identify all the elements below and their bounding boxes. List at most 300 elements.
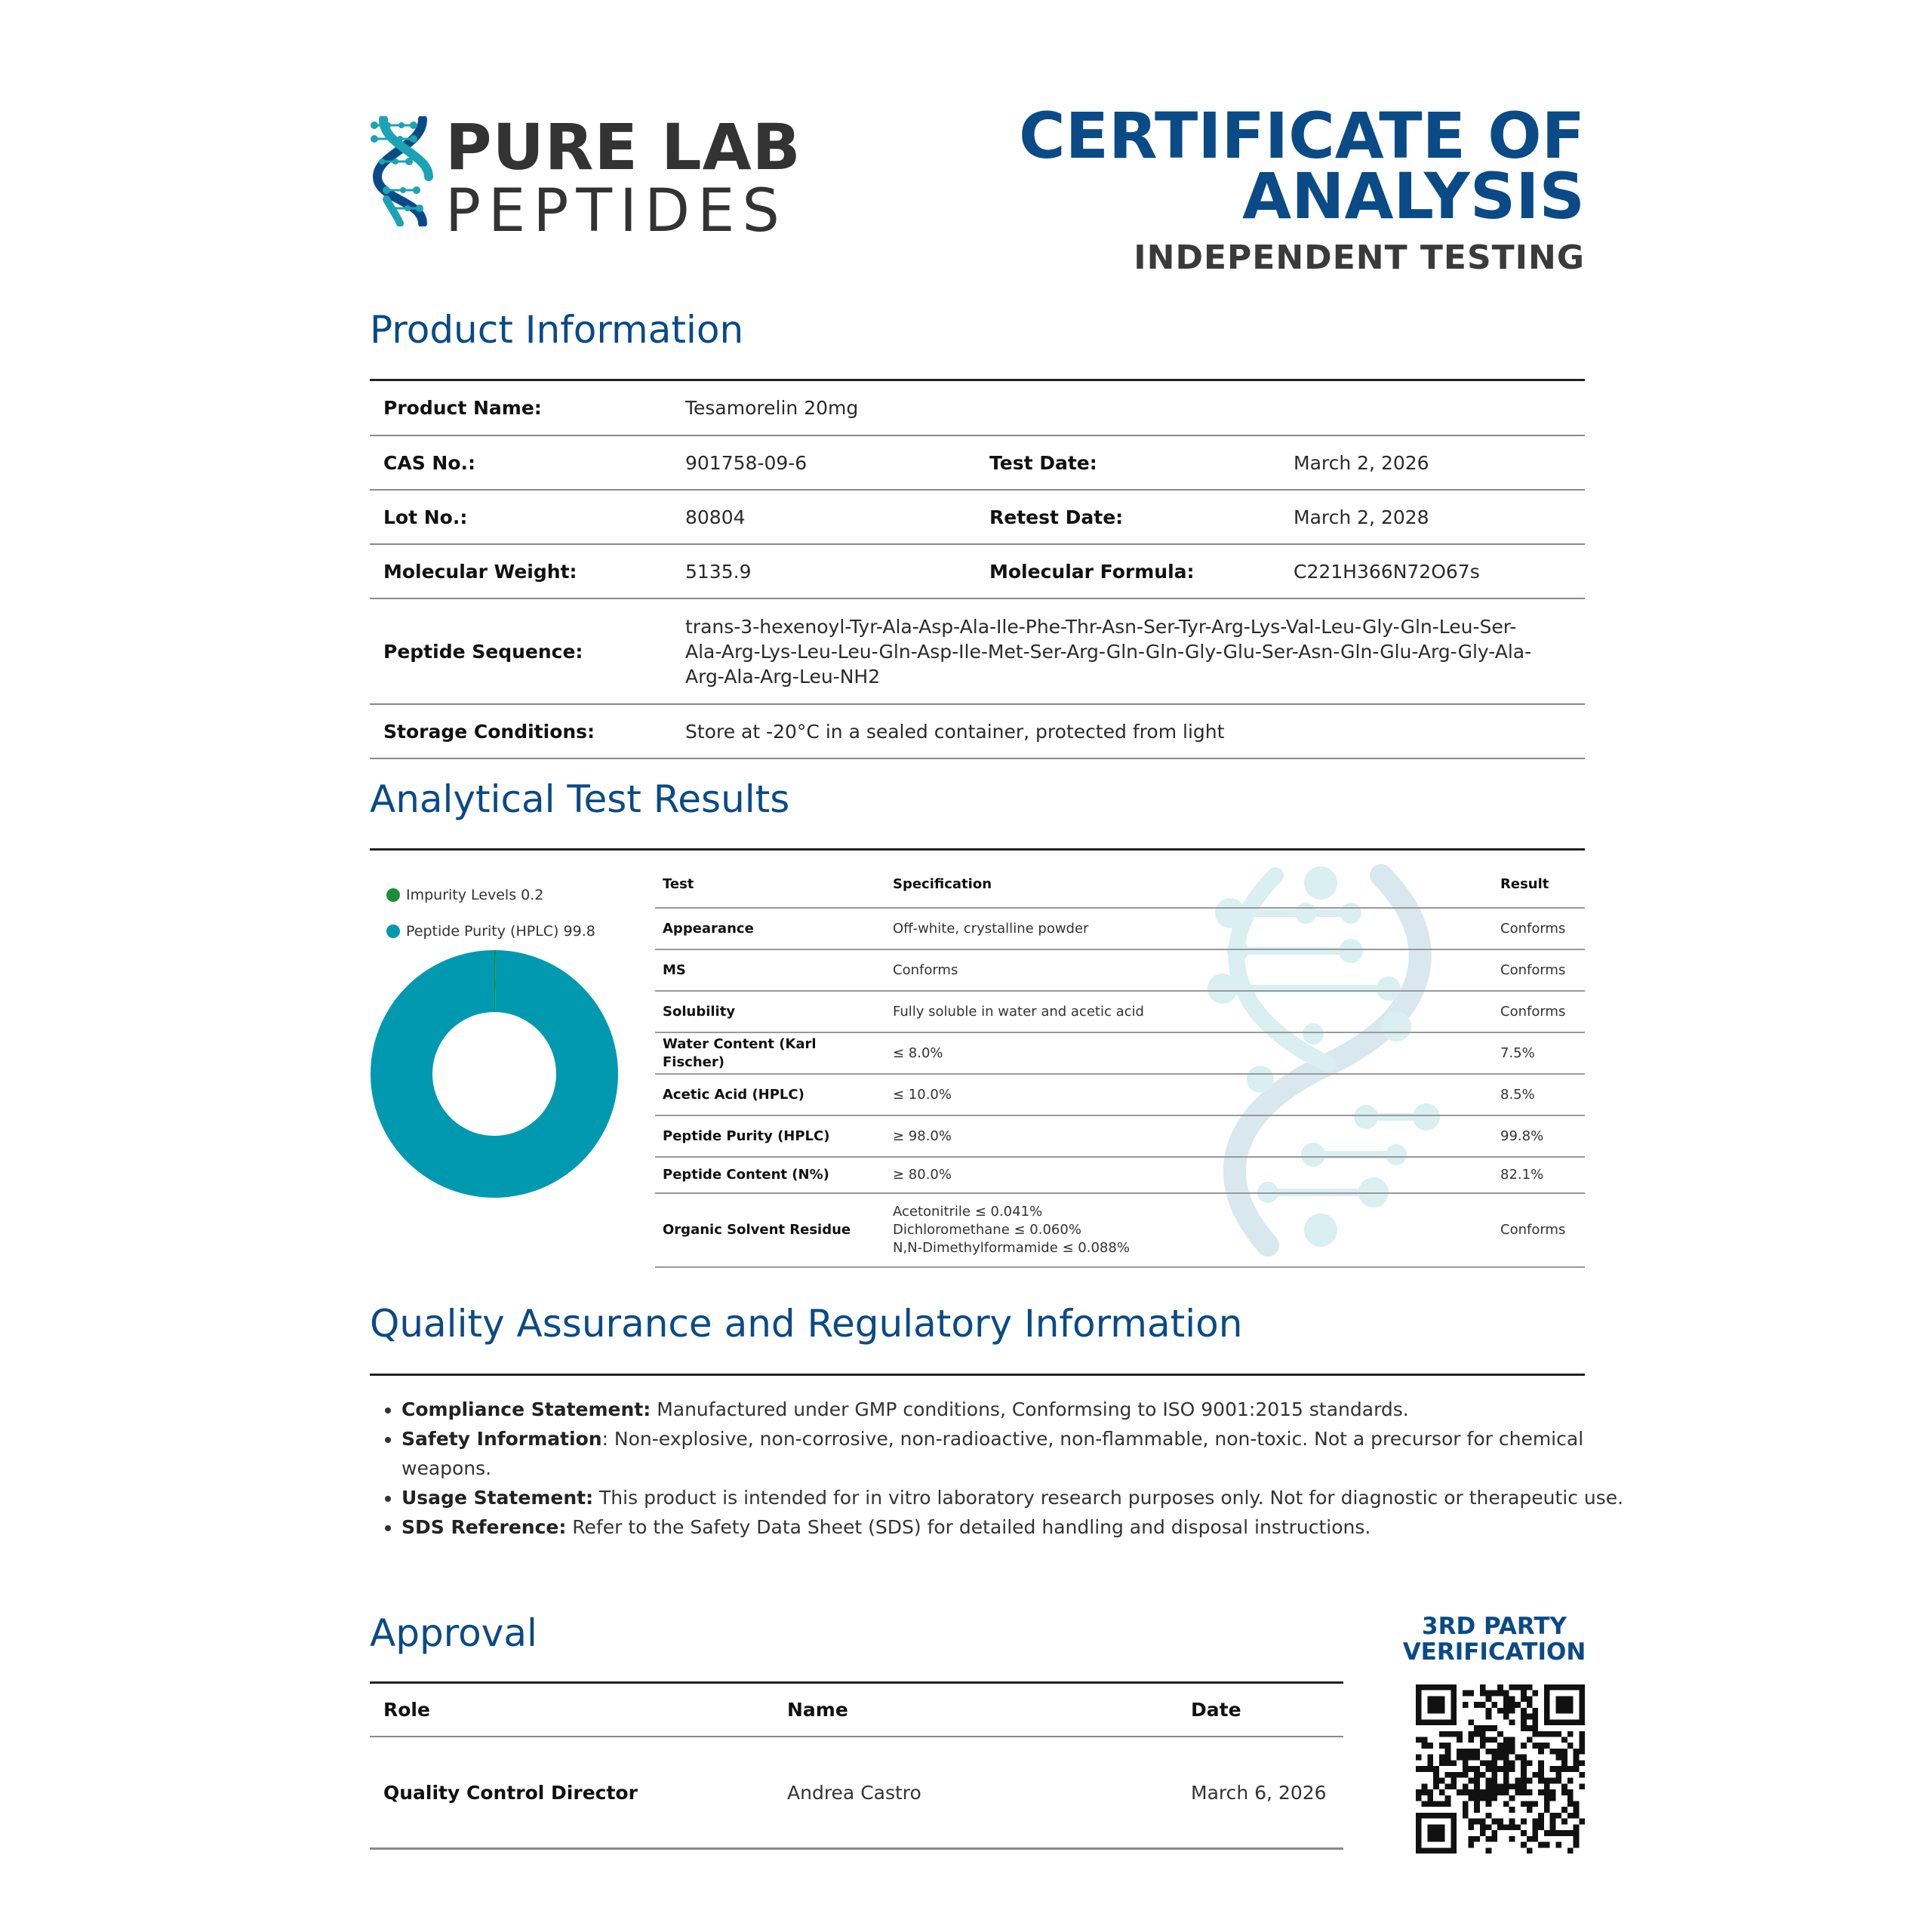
qr-module xyxy=(1480,1824,1486,1830)
qr-module xyxy=(1497,1819,1503,1825)
qr-module xyxy=(1427,1801,1433,1807)
molecular-weight-value: 5135.9 xyxy=(672,544,976,598)
qr-module xyxy=(1567,1766,1574,1772)
qr-module xyxy=(1497,1684,1503,1690)
qr-module xyxy=(1521,1755,1527,1761)
qr-module xyxy=(1474,1801,1480,1807)
qr-module xyxy=(1521,1719,1527,1725)
qr-module xyxy=(1439,1755,1445,1761)
table-header-row xyxy=(370,1683,1343,1737)
product-info-table xyxy=(370,381,1585,759)
specification-line: Conforms xyxy=(893,961,958,978)
qr-module xyxy=(1469,1719,1475,1725)
qr-module xyxy=(1491,1749,1497,1755)
qr-module xyxy=(1567,1795,1574,1801)
qr-module xyxy=(1521,1778,1527,1784)
qr-module xyxy=(1503,1708,1509,1714)
qr-module xyxy=(1416,1795,1422,1801)
qr-module xyxy=(1486,1847,1492,1854)
qr-module xyxy=(1509,1819,1515,1825)
test-date-value: March 2, 2026 xyxy=(1280,435,1585,490)
test-name: MS xyxy=(655,949,885,991)
qr-module xyxy=(1550,1824,1556,1830)
qr-module xyxy=(1469,1731,1475,1737)
qr-module xyxy=(1463,1690,1469,1697)
qr-module xyxy=(1538,1743,1544,1749)
list-item xyxy=(401,1512,1624,1542)
qr-module xyxy=(1439,1731,1445,1737)
qr-module xyxy=(1503,1755,1509,1761)
qr-module xyxy=(1555,1778,1561,1784)
specification-line: Fully soluble in water and acetic acid xyxy=(893,1003,1144,1020)
qr-module xyxy=(1538,1760,1544,1766)
qr-module xyxy=(1480,1743,1486,1749)
qr-module xyxy=(1509,1696,1515,1702)
qr-module xyxy=(1527,1737,1533,1743)
qr-module xyxy=(1550,1778,1556,1784)
specification-line: ≤ 8.0% xyxy=(893,1044,943,1061)
qr-module xyxy=(1503,1760,1509,1766)
qr-module xyxy=(1480,1690,1486,1697)
qr-module xyxy=(1527,1760,1533,1766)
qr-module xyxy=(1574,1824,1580,1830)
qr-module xyxy=(1474,1766,1480,1772)
qr-module xyxy=(1491,1789,1497,1795)
test-name: Acetic Acid (HPLC) xyxy=(655,1074,885,1115)
qr-module xyxy=(1480,1795,1486,1801)
test-name: Appearance xyxy=(655,908,885,949)
qr-module xyxy=(1463,1789,1469,1795)
table-row xyxy=(655,1032,1585,1074)
qr-module xyxy=(1579,1737,1585,1743)
qr-module xyxy=(1457,1772,1463,1778)
qr-module xyxy=(1445,1755,1451,1761)
qr-module xyxy=(1550,1830,1556,1836)
qr-module xyxy=(1445,1760,1451,1766)
specification-line: Dichloromethane ≤ 0.060% xyxy=(893,1222,1081,1238)
qr-module xyxy=(1474,1772,1480,1778)
qr-module xyxy=(1532,1719,1538,1725)
qr-module xyxy=(1574,1813,1580,1819)
table-row xyxy=(370,1737,1343,1849)
qr-module xyxy=(1480,1830,1486,1836)
test-specification xyxy=(885,1193,1493,1267)
qr-module xyxy=(1574,1807,1580,1813)
test-name: Peptide Purity (HPLC) xyxy=(655,1115,885,1157)
legend-label: Impurity Levels xyxy=(406,887,517,903)
qr-module xyxy=(1427,1755,1433,1761)
qa-title: Quality Assurance and Regulatory Information xyxy=(370,1302,1243,1346)
qr-module xyxy=(1474,1795,1480,1801)
qr-module xyxy=(1422,1789,1428,1795)
qr-module xyxy=(1579,1783,1585,1789)
brand-logo xyxy=(370,110,801,245)
qr-module xyxy=(1550,1795,1556,1801)
qr-module xyxy=(1491,1702,1497,1708)
qr-module xyxy=(1497,1789,1503,1795)
qr-module xyxy=(1561,1830,1567,1836)
qr-module xyxy=(1579,1772,1585,1778)
qr-module xyxy=(1532,1801,1538,1807)
qr-module xyxy=(1445,1783,1451,1789)
qr-module xyxy=(1451,1778,1457,1784)
qr-module xyxy=(1445,1731,1451,1737)
qr-module xyxy=(1486,1836,1492,1842)
qr-module xyxy=(1503,1783,1509,1789)
product-name-value: Tesamorelin 20mg xyxy=(672,381,1585,435)
qr-module xyxy=(1567,1743,1574,1749)
qr-module xyxy=(1527,1684,1533,1690)
legend-value: 99.8 xyxy=(563,923,595,940)
qr-module xyxy=(1567,1778,1574,1784)
qr-module xyxy=(1486,1749,1492,1755)
qr-module xyxy=(1532,1830,1538,1836)
qr-module xyxy=(1497,1755,1503,1761)
qr-module xyxy=(1527,1702,1533,1708)
legend-swatch xyxy=(386,924,400,938)
specification-line: ≤ 10.0% xyxy=(893,1086,952,1103)
test-result: Conforms xyxy=(1493,991,1585,1032)
qr-module xyxy=(1491,1766,1497,1772)
qr-module xyxy=(1503,1690,1509,1697)
brand-name-line2: PEPTIDES xyxy=(445,177,787,245)
qr-module xyxy=(1457,1731,1463,1737)
column-header-date: Date xyxy=(1177,1683,1343,1737)
qa-item-text: Refer to the Safety Data Sheet (SDS) for detailed handling and disposal instructions. xyxy=(566,1516,1371,1538)
test-specification xyxy=(885,1074,1493,1115)
qr-module xyxy=(1474,1836,1480,1842)
qr-module xyxy=(1503,1766,1509,1772)
qr-module xyxy=(1550,1749,1556,1755)
qr-module xyxy=(1509,1766,1515,1772)
qr-module xyxy=(1538,1778,1544,1784)
qr-module xyxy=(1515,1702,1521,1708)
qr-module xyxy=(1532,1690,1538,1697)
qr-module xyxy=(1521,1842,1527,1848)
qr-module xyxy=(1550,1766,1556,1772)
certificate-subtitle: INDEPENDENT TESTING xyxy=(1134,238,1585,277)
qr-module xyxy=(1527,1725,1533,1731)
qr-module xyxy=(1497,1783,1503,1789)
qr-module xyxy=(1544,1801,1550,1807)
qr-module xyxy=(1527,1714,1533,1720)
qa-item-text: : Non-explosive, non-corrosive, non-radioactive, non-flammable, non-toxic. Not a precursor for chemical weapons. xyxy=(401,1428,1584,1479)
legend-label: Peptide Purity (HPLC) xyxy=(406,923,559,940)
qr-module xyxy=(1486,1714,1492,1720)
qr-module xyxy=(1457,1749,1463,1755)
qr-module xyxy=(1509,1684,1515,1690)
qr-module xyxy=(1469,1819,1475,1825)
certificate-title-line2: ANALYSIS xyxy=(1242,159,1585,233)
qr-module xyxy=(1480,1789,1486,1795)
qr-module xyxy=(1474,1778,1480,1784)
qr-module xyxy=(1463,1702,1469,1708)
cas-value: 901758-09-6 xyxy=(672,435,976,490)
column-header-test: Test xyxy=(655,860,885,908)
qr-module xyxy=(1555,1772,1561,1778)
qr-module xyxy=(1521,1819,1527,1825)
qr-module xyxy=(1532,1819,1538,1825)
test-date-label: Test Date: xyxy=(976,435,1280,490)
qr-module xyxy=(1480,1684,1486,1690)
qr-module xyxy=(1503,1778,1509,1784)
qr-module xyxy=(1491,1778,1497,1784)
qr-module xyxy=(1527,1801,1533,1807)
qr-module xyxy=(1538,1731,1544,1737)
qr-module xyxy=(1561,1755,1567,1761)
qr-module xyxy=(1509,1743,1515,1749)
qa-item-label: Usage Statement: xyxy=(401,1487,594,1509)
qr-module xyxy=(1544,1807,1550,1813)
test-specification xyxy=(885,949,1493,991)
qr-module xyxy=(1521,1725,1527,1731)
qr-module xyxy=(1469,1824,1475,1830)
qr-module xyxy=(1538,1766,1544,1772)
qa-item-label: Compliance Statement: xyxy=(401,1398,651,1420)
qr-module xyxy=(1550,1731,1556,1737)
peptide-sequence-value xyxy=(672,598,1585,704)
qr-module xyxy=(1503,1789,1509,1795)
retest-date-value: March 2, 2028 xyxy=(1280,490,1585,544)
qa-rule xyxy=(370,1374,1585,1376)
product-info-title: Product Information xyxy=(370,308,744,352)
qr-module xyxy=(1544,1830,1550,1836)
qr-module xyxy=(1416,1755,1422,1761)
qr-module xyxy=(1509,1824,1515,1830)
test-result: 8.5% xyxy=(1493,1074,1585,1115)
qr-module xyxy=(1451,1731,1457,1737)
qr-module xyxy=(1567,1830,1574,1836)
qr-module xyxy=(1469,1842,1475,1848)
qr-module xyxy=(1509,1708,1515,1714)
qr-module xyxy=(1491,1819,1497,1825)
qr-module xyxy=(1515,1755,1521,1761)
qr-module xyxy=(1491,1830,1497,1836)
qr-module xyxy=(1532,1743,1538,1749)
qr-module xyxy=(1527,1836,1533,1842)
qr-module xyxy=(1497,1731,1503,1737)
qr-module xyxy=(1422,1737,1428,1743)
qr-module xyxy=(1491,1836,1497,1842)
specification-line: ≥ 80.0% xyxy=(893,1167,952,1183)
qr-module xyxy=(1486,1783,1492,1789)
purity-donut-chart xyxy=(370,949,619,1198)
qr-module xyxy=(1567,1731,1574,1737)
qr-module xyxy=(1480,1737,1486,1743)
column-header-name: Name xyxy=(774,1683,1177,1737)
table-row xyxy=(655,1115,1585,1157)
dna-logo-icon xyxy=(370,116,439,226)
qr-module xyxy=(1491,1755,1497,1761)
qr-module xyxy=(1457,1737,1463,1743)
qr-module xyxy=(1521,1690,1527,1697)
peptide-sequence-line: Ala-Arg-Lys-Leu-Leu-Gln-Asp-Ile-Met-Ser-Arg-Gln-Gln-Gly-Glu-Ser-Asn-Gln-Glu-Arg-Gly-Ala- xyxy=(685,640,1532,663)
qr-module xyxy=(1469,1690,1475,1697)
test-result: Conforms xyxy=(1493,1193,1585,1267)
qr-module xyxy=(1474,1731,1480,1737)
qr-module xyxy=(1445,1772,1451,1778)
qr-module xyxy=(1538,1772,1544,1778)
qr-module xyxy=(1538,1749,1544,1755)
qr-module xyxy=(1474,1725,1480,1731)
qr-module xyxy=(1503,1772,1509,1778)
qr-module xyxy=(1427,1789,1433,1795)
qr-module xyxy=(1491,1772,1497,1778)
qr-module xyxy=(1532,1772,1538,1778)
analytical-rule xyxy=(370,848,1585,851)
qr-module xyxy=(1561,1789,1567,1795)
column-header-role: Role xyxy=(370,1683,774,1737)
table-row xyxy=(370,435,1585,490)
lot-value: 80804 xyxy=(672,490,976,544)
qr-module xyxy=(1427,1743,1433,1749)
test-result: 7.5% xyxy=(1493,1032,1585,1074)
specification-line: Acetonitrile ≤ 0.041% xyxy=(893,1204,1043,1220)
legend-swatch xyxy=(386,888,400,902)
donut-slice-purity xyxy=(371,950,618,1198)
test-name: Water Content (Karl Fischer) xyxy=(655,1032,885,1074)
qr-module xyxy=(1486,1737,1492,1743)
qr-module xyxy=(1480,1772,1486,1778)
qr-module xyxy=(1574,1755,1580,1761)
molecular-formula-label: Molecular Formula: xyxy=(976,544,1280,598)
table-row xyxy=(370,598,1585,704)
qr-module xyxy=(1486,1696,1492,1702)
qr-module xyxy=(1503,1749,1509,1755)
approval-name: Andrea Castro xyxy=(774,1737,1177,1849)
legend-value: 0.2 xyxy=(521,887,544,903)
legend-item-purity xyxy=(386,913,595,949)
qr-module xyxy=(1491,1783,1497,1789)
qr-module xyxy=(1463,1755,1469,1761)
qr-module xyxy=(1497,1766,1503,1772)
qr-module xyxy=(1486,1760,1492,1766)
qr-module xyxy=(1491,1795,1497,1801)
qr-module xyxy=(1550,1813,1556,1819)
verification-line2: VERIFICATION xyxy=(1402,1638,1586,1666)
list-item xyxy=(401,1395,1624,1424)
qr-module xyxy=(1416,1766,1422,1772)
brand-name-line1: PURE LAB xyxy=(445,110,801,184)
table-row xyxy=(655,949,1585,991)
column-header-result: Result xyxy=(1493,860,1585,908)
qr-module xyxy=(1469,1755,1475,1761)
qr-module xyxy=(1445,1743,1451,1749)
cas-label: CAS No.: xyxy=(370,435,672,490)
qr-module xyxy=(1544,1778,1550,1784)
qr-module xyxy=(1486,1813,1492,1819)
table-header-row xyxy=(655,860,1585,908)
third-party-verification-label xyxy=(1392,1614,1596,1665)
qr-module xyxy=(1579,1743,1585,1749)
table-row xyxy=(370,381,1585,435)
qr-module xyxy=(1474,1755,1480,1761)
qr-module xyxy=(1463,1772,1469,1778)
qr-module xyxy=(1567,1813,1574,1819)
qr-module xyxy=(1486,1778,1492,1784)
qr-module xyxy=(1532,1836,1538,1842)
qr-module xyxy=(1422,1743,1428,1749)
test-specification xyxy=(885,908,1493,949)
qr-module xyxy=(1561,1819,1567,1825)
qr-module xyxy=(1532,1731,1538,1737)
qr-module xyxy=(1439,1801,1445,1807)
qr-module xyxy=(1550,1819,1556,1825)
qr-module xyxy=(1457,1755,1463,1761)
qr-module xyxy=(1469,1766,1475,1772)
qr-module xyxy=(1503,1702,1509,1708)
qr-module xyxy=(1538,1842,1544,1848)
qr-module xyxy=(1567,1801,1574,1807)
qr-module xyxy=(1555,1830,1561,1836)
qr-module xyxy=(1416,1737,1422,1743)
qr-module xyxy=(1491,1690,1497,1697)
qr-module xyxy=(1480,1702,1486,1708)
qr-module xyxy=(1480,1760,1486,1766)
qr-module xyxy=(1527,1696,1533,1702)
qr-module xyxy=(1427,1760,1433,1766)
qr-module xyxy=(1555,1755,1561,1761)
qr-module xyxy=(1486,1824,1492,1830)
list-item xyxy=(401,1424,1624,1483)
qr-module xyxy=(1521,1830,1527,1836)
approval-title: Approval xyxy=(370,1611,537,1655)
qr-module xyxy=(1486,1725,1492,1731)
peptide-sequence-line: Arg-Ala-Arg-Leu-NH2 xyxy=(685,665,881,688)
qr-module xyxy=(1433,1801,1439,1807)
qr-module xyxy=(1532,1725,1538,1731)
analytical-title: Analytical Test Results xyxy=(370,777,790,821)
qr-module xyxy=(1521,1743,1527,1749)
table-row xyxy=(655,1157,1585,1193)
verification-qr-code[interactable] xyxy=(1416,1684,1585,1854)
qr-module xyxy=(1486,1801,1492,1807)
qr-module xyxy=(1474,1789,1480,1795)
verification-line1: 3RD PARTY xyxy=(1422,1613,1567,1640)
qr-module xyxy=(1579,1760,1585,1766)
qr-module xyxy=(1550,1789,1556,1795)
qr-module xyxy=(1538,1813,1544,1819)
qr-module xyxy=(1491,1725,1497,1731)
qr-module xyxy=(1463,1783,1469,1789)
qr-module xyxy=(1538,1824,1544,1830)
qr-module xyxy=(1561,1760,1567,1766)
qr-module xyxy=(1503,1714,1509,1720)
qr-module xyxy=(1527,1789,1533,1795)
qr-module xyxy=(1427,1824,1444,1841)
qr-module xyxy=(1544,1795,1550,1801)
qr-module xyxy=(1521,1789,1527,1795)
qr-module xyxy=(1463,1760,1469,1766)
qr-module xyxy=(1503,1824,1509,1830)
test-specification xyxy=(885,991,1493,1032)
qr-module xyxy=(1515,1824,1521,1830)
qr-module xyxy=(1439,1743,1445,1749)
qr-module xyxy=(1532,1714,1538,1720)
qr-module xyxy=(1474,1702,1480,1708)
table-row xyxy=(655,1074,1585,1115)
qr-module xyxy=(1445,1749,1451,1755)
qr-module xyxy=(1445,1795,1451,1801)
qr-module xyxy=(1521,1696,1527,1702)
test-result: 82.1% xyxy=(1493,1157,1585,1193)
qr-module xyxy=(1574,1801,1580,1807)
qr-module xyxy=(1555,1731,1561,1737)
qr-module xyxy=(1480,1819,1486,1825)
qr-module xyxy=(1469,1749,1475,1755)
approval-role: Quality Control Director xyxy=(370,1737,774,1849)
qr-module xyxy=(1474,1749,1480,1755)
